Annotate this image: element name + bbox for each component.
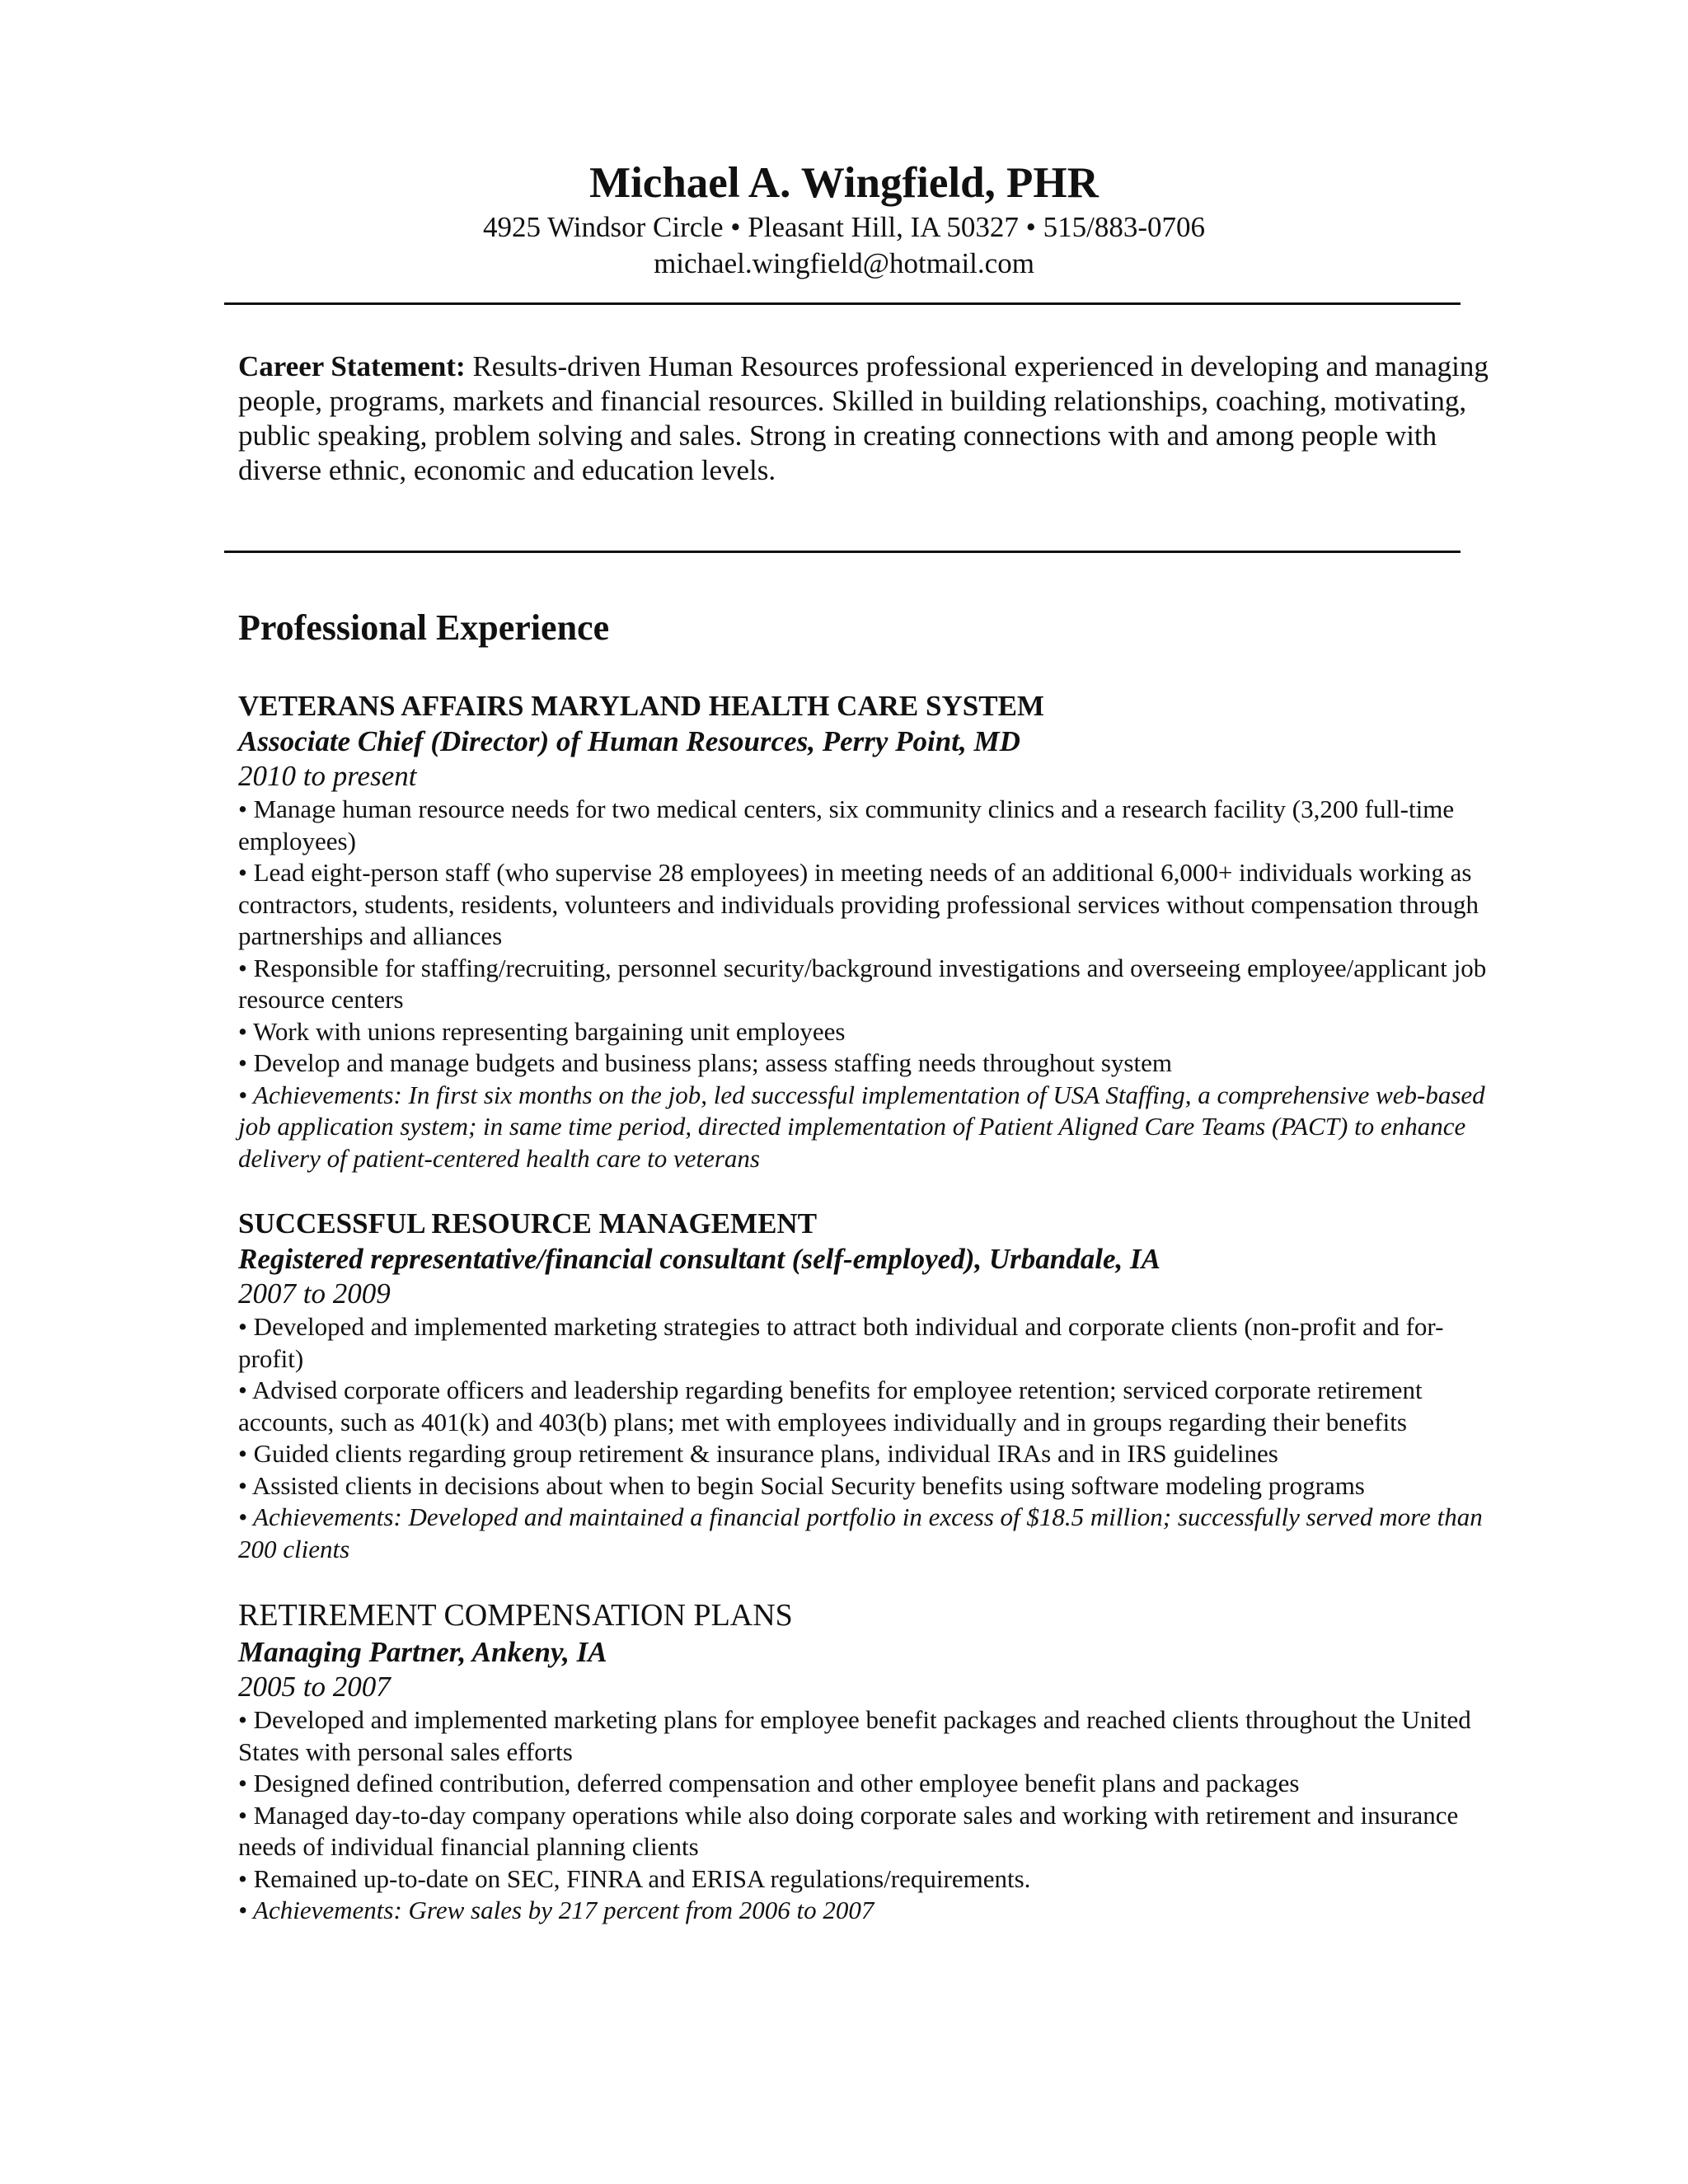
job-bullet: • Guided clients regarding group retirement & insurance plans, individual IRAs and in IRS guidelines: [238, 1439, 1278, 1468]
address-line: 4925 Windsor Circle • Pleasant Hill, IA 50327 • 515/883-0706: [483, 211, 1205, 243]
job-dates: 2005 to 2007: [238, 1671, 391, 1703]
job-role: Registered representative/financial consultant (self-employed), Urbandale, IA: [238, 1243, 1160, 1275]
job-company: SUCCESSFUL RESOURCE MANAGEMENT: [238, 1207, 818, 1240]
career-statement: [238, 349, 1491, 488]
job-bullet: • Manage human resource needs for two medical centers, six community clinics and a research facility (3,200 full-time employees): [238, 794, 1455, 855]
job-achievement: • Achievements: In first six months on the job, led successful implementation of USA Staffing, a comprehensive web-based job application system; in same time period, directed implementation of Patient Aligned Care Teams (PACT) to enhance delivery of patient-centered health care to veterans: [238, 1080, 1485, 1173]
job-bullet: • Developed and implemented marketing strategies to attract both individual and corporate clients (non-profit and for-profit): [238, 1312, 1444, 1373]
job-entry: [238, 1206, 1499, 1565]
header-divider: [224, 302, 1461, 305]
candidate-name: Michael A. Wingfield, PHR: [589, 159, 1099, 207]
section-title-experience: Professional Experience: [238, 607, 610, 648]
job-achievement: • Achievements: Developed and maintained a financial portfolio in excess of $18.5 million; successfully served more than 200 clients: [238, 1502, 1483, 1563]
job-dates: 2010 to present: [238, 760, 417, 792]
job-company: RETIREMENT COMPENSATION PLANS: [238, 1598, 793, 1633]
job-bullet: • Develop and manage budgets and business plans; assess staffing needs throughout system: [238, 1048, 1172, 1077]
job-bullet: • Remained up-to-date on SEC, FINRA and ERISA regulations/requirements.: [238, 1863, 1031, 1893]
section-divider: [224, 551, 1461, 553]
job-bullet: • Designed defined contribution, deferred compensation and other employee benefit plans and packages: [238, 1769, 1300, 1797]
resume-header: [0, 157, 1688, 282]
job-achievement: • Achievements: Grew sales by 217 percent from 2006 to 2007: [238, 1896, 874, 1924]
job-bullet: • Responsible for staffing/recruiting, personnel security/background investigations and overseeing employee/applicant job resource centers: [238, 953, 1487, 1014]
job-dates: 2007 to 2009: [238, 1277, 391, 1310]
job-bullet: • Lead eight-person staff (who supervise 28 employees) in meeting needs of an additional 6,000+ individuals working as contractors, students, residents, volunteers and individuals providing professional services without compensation through partnerships and alliances: [238, 858, 1479, 950]
job-bullet: • Assisted clients in decisions about when to begin Social Security benefits using software modeling programs: [238, 1470, 1365, 1500]
job-bullet: • Developed and implemented marketing plans for employee benefit packages and reached clients throughout the United States with personal sales efforts: [238, 1705, 1471, 1766]
job-role: Associate Chief (Director) of Human Resources, Perry Point, MD: [238, 725, 1020, 757]
job-role: Managing Partner, Ankeny, IA: [238, 1636, 607, 1668]
job-bullet: • Managed day-to-day company operations while also doing corporate sales and working with retirement and insurance needs of individual financial planning clients: [238, 1800, 1459, 1861]
experience-list: [238, 688, 1499, 1958]
job-bullet: • Work with unions representing bargaining unit employees: [238, 1016, 846, 1046]
career-statement-text: Results-driven Human Resources professional experienced in developing and managing people, programs, markets and financial resources. Skilled in building relationships, coaching, motivating, public speaking, problem solving and sales. Strong in creating connections with and among people with diverse ethnic, economic and education levels.: [238, 350, 1489, 486]
job-company: VETERANS AFFAIRS MARYLAND HEALTH CARE SYSTEM: [238, 690, 1044, 722]
job-entry: [238, 688, 1499, 1174]
job-entry: [238, 1596, 1499, 1927]
career-statement-label: Career Statement:: [238, 350, 466, 382]
job-bullet: • Advised corporate officers and leadership regarding benefits for employee retention; serviced corporate retirement accounts, such as 401(k) and 403(b) plans; met with employees individually and in groups regarding their benefits: [238, 1376, 1423, 1436]
email-address: michael.wingfield@hotmail.com: [654, 247, 1034, 279]
